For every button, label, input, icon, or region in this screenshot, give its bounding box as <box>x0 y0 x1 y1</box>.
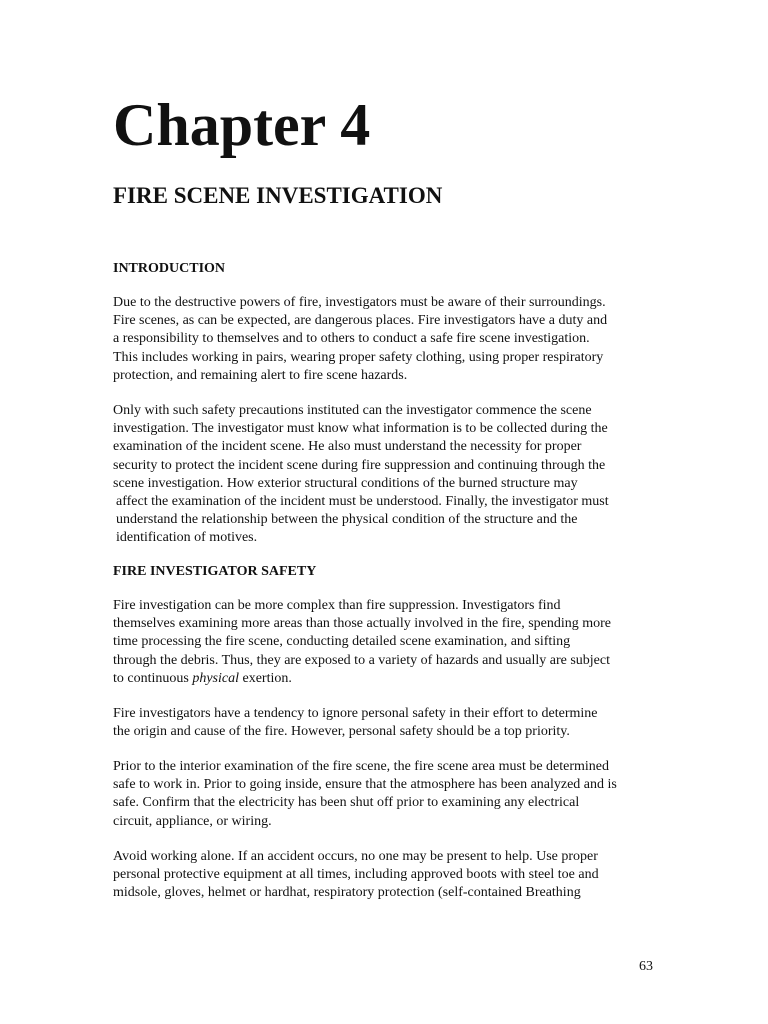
text-line: Fire investigators have a tendency to ignore personal safety in their effort to determine <box>113 706 598 721</box>
section-heading-introduction: INTRODUCTION <box>113 261 226 276</box>
safety-paragraph-4 <box>113 848 599 903</box>
text-line: midsole, gloves, helmet or hardhat, respiratory protection (self-contained Breathing <box>113 885 581 901</box>
text-line: examination of the incident scene. He also must understand the necessity for proper <box>113 439 582 455</box>
text-line: Only with such safety precautions instituted can the investigator commence the scene <box>113 403 592 418</box>
text-line: protection, and remaining alert to fire scene hazards. <box>113 367 408 383</box>
text-line: identification of motives. <box>116 530 258 546</box>
text-line: security to protect the incident scene during fire suppression and continuing through the <box>113 457 606 473</box>
text-line: themselves examining more areas than those actually involved in the fire, spending more <box>113 616 612 632</box>
text-line: time processing the fire scene, conducting detailed scene examination, and sifting <box>113 634 571 650</box>
intro-paragraph-1 <box>113 294 607 385</box>
text-line: a responsibility to themselves and to others to conduct a safe fire scene investigation. <box>113 331 590 347</box>
text-line: the origin and cause of the fire. However, personal safety should be a top priority. <box>113 724 570 740</box>
text-line: understand the relationship between the physical condition of the structure and the <box>116 512 578 528</box>
text-line: affect the examination of the incident must be understood. Finally, the investigator must <box>116 494 609 510</box>
text-line: Fire investigation can be more complex than fire suppression. Investigators find <box>113 598 561 613</box>
text-line: investigation. The investigator must know what information is to be collected during the <box>113 421 608 437</box>
safety-paragraph-3 <box>113 758 617 831</box>
page-number: 63 <box>639 959 653 974</box>
text-line: circuit, appliance, or wiring. <box>113 813 272 829</box>
section-heading-safety: FIRE INVESTIGATOR SAFETY <box>113 564 317 579</box>
safety-paragraph-1 <box>113 597 611 688</box>
text-line: scene investigation. How exterior structural conditions of the burned structure may <box>113 475 578 491</box>
chapter-subtitle: FIRE SCENE INVESTIGATION <box>113 183 443 208</box>
text-line: Prior to the interior examination of the fire scene, the fire scene area must be determined <box>113 759 610 774</box>
text-line: safe. Confirm that the electricity has been shut off prior to examining any electrical <box>113 795 580 811</box>
text-line: Avoid working alone. If an accident occurs, no one may be present to help. Use proper <box>113 849 598 864</box>
text-line: Fire scenes, as can be expected, are dangerous places. Fire investigators have a duty and <box>113 313 608 329</box>
text-run: to continuous <box>113 670 193 686</box>
emphasis-text: physical <box>192 670 239 686</box>
text-run: exertion. <box>239 670 292 686</box>
text-line: This includes working in pairs, wearing proper safety clothing, using proper respiratory <box>113 349 604 365</box>
text-line <box>113 670 611 688</box>
safety-paragraph-2 <box>113 705 598 741</box>
chapter-title: Chapter 4 <box>113 92 371 158</box>
text-line: personal protective equipment at all times, including approved boots with steel toe and <box>113 867 599 883</box>
text-line: Due to the destructive powers of fire, investigators must be aware of their surroundings. <box>113 295 606 310</box>
intro-paragraph-2 <box>113 402 609 548</box>
text-line: safe to work in. Prior to going inside, ensure that the atmosphere has been analyzed and is <box>113 777 617 793</box>
text-line: through the debris. Thus, they are exposed to a variety of hazards and usually are subject <box>113 652 610 668</box>
